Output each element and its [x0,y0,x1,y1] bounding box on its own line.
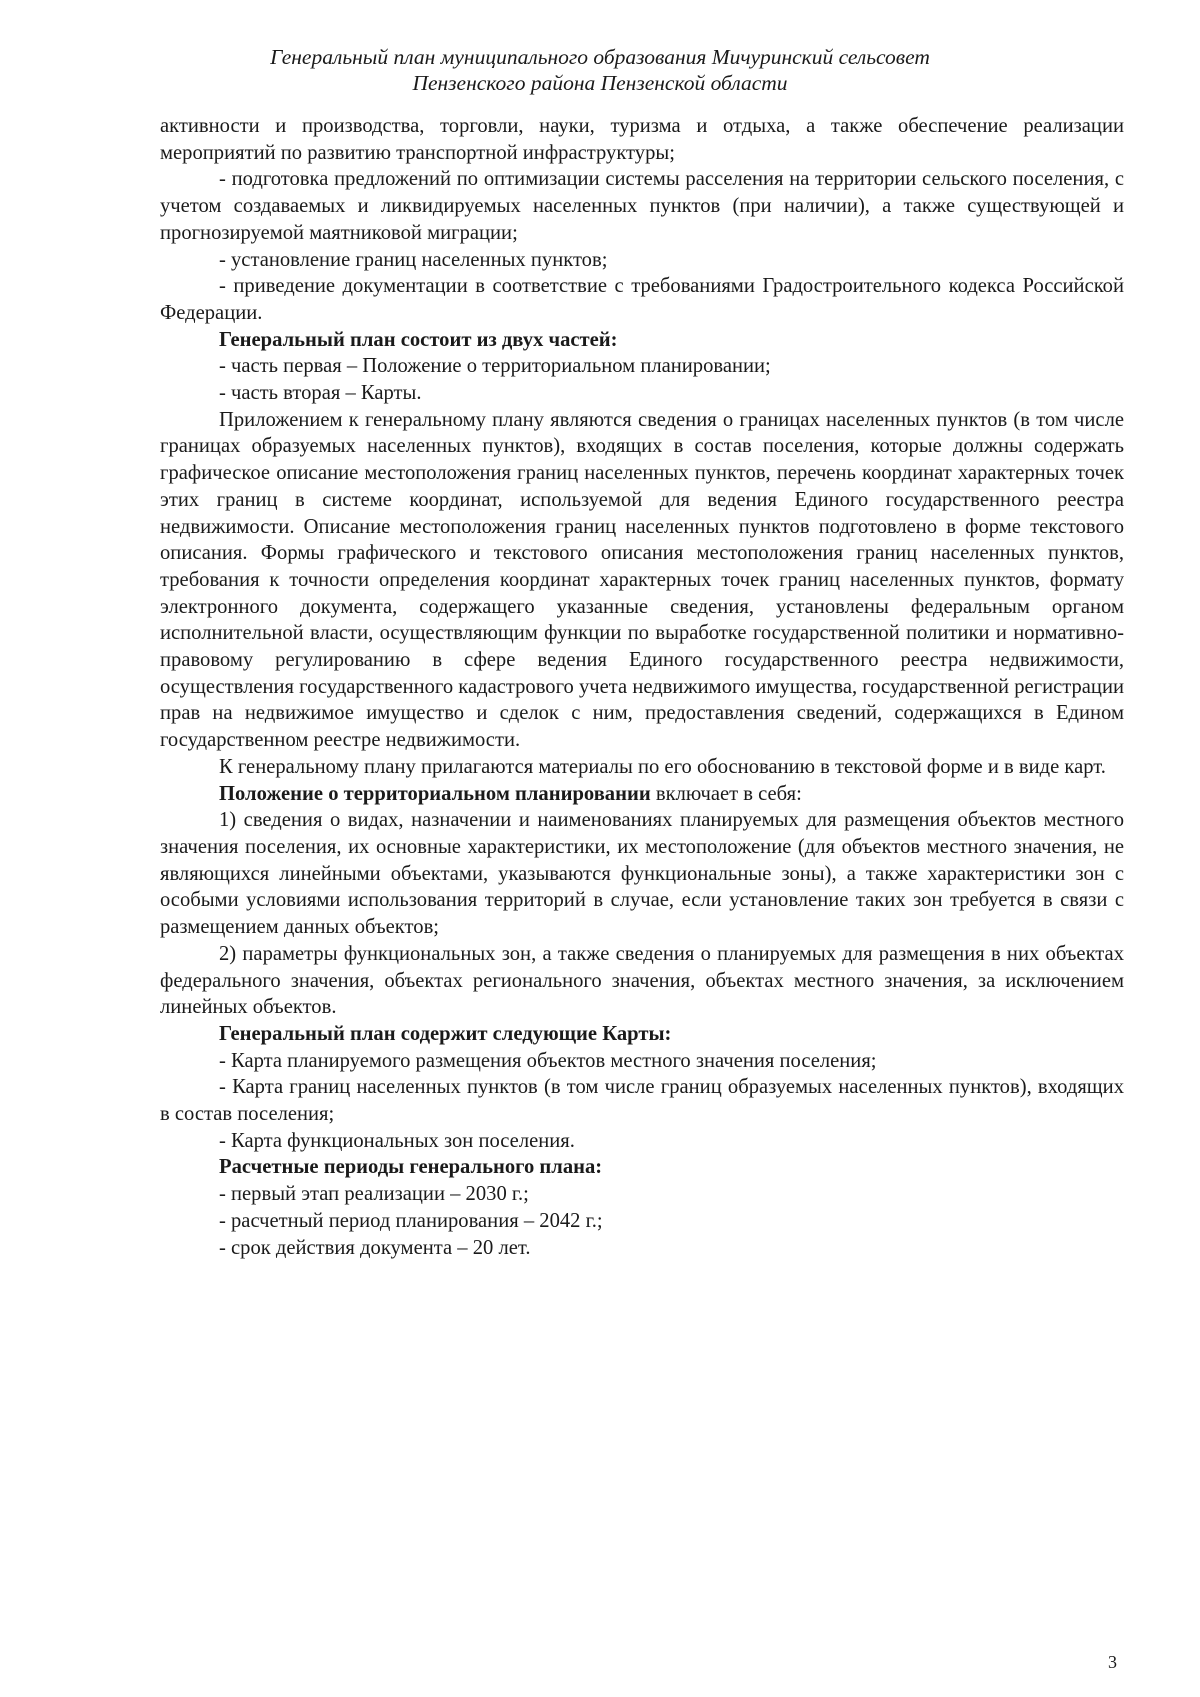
list-item: - Карта планируемого размещения объектов местного значения поселения; [219,1049,877,1072]
numbered-item: 1) сведения о видах, назначении и наименованиях планируемых для размещения объектов местного значения поселения, их основные характеристики, их местоположение (для объектов местного значения, не являющихся линейными объектами, указываются функциональные зоны), а также характеристики зон с особыми условиями использования территорий в случае, если установление таких зон требуется в связи с размещением данных объектов; [160,809,1124,939]
heading-bold-text: Положение о территориальном планировании [219,782,651,805]
list-item: - приведение документации в соответствие с требованиями Градостроительного кодекса Российской Федерации. [160,275,1124,324]
list-item: - подготовка предложений по оптимизации системы расселения на территории сельского поселения, с учетом создаваемых и ликвидируемых населенных пунктов (при наличии), а также существующей и прогнозируемой маятниковой миграции; [160,168,1124,244]
list-item: - установление границ населенных пунктов; [219,248,608,271]
numbered-item: 2) параметры функциональных зон, а также сведения о планируемых для размещения в них объектах федерального значения, объектах регионального значения, объектах местного значения, за исключением линейных объектов. [160,942,1124,1019]
list-item: - Карта функциональных зон поселения. [219,1129,575,1152]
header-line-1: Генеральный план муниципального образования Мичуринский сельсовет [270,45,930,69]
list-item: - расчетный период планирования – 2042 г.; [219,1209,603,1232]
list-item: - часть вторая – Карты. [219,382,422,405]
body-text [160,113,1124,1261]
section-heading [160,327,1124,354]
paragraph: активности и производства, торговли, науки, туризма и отдыха, а также обеспечение реализации мероприятий по развитию транспортной инфраструктуры; [160,115,1124,164]
heading-regular-text: включает в себя: [650,782,802,805]
heading-text: Генеральный план состоит из двух частей: [219,328,618,351]
section-heading [160,781,1124,808]
running-header [160,44,1040,96]
paragraph: Приложением к генеральному плану являются сведения о границах населенных пунктов (в том числе границах образуемых населенных пунктов), входящих в состав поселения, которые должны содержать графическое описание местоположения границ населенных пунктов, перечень координат характерных точек этих границ в системе координат, используемой для ведения Единого государственного реестра недвижимости. Описание местоположения границ населенных пунктов подготовлено в форме текстового описания. Формы графического и текстового описания местоположения границ населенных пунктов, требования к точности определения координат характерных точек границ населенных пунктов, формату электронного документа, содержащего указанные сведения, установлены федеральным органом исполнительной власти, осуществляющим функции по выработке государственной политики и нормативно-правовому регулированию в сфере ведения Единого государственного реестра недвижимости, осуществления государственного кадастрового учета недвижимого имущества, государственной регистрации прав на недвижимое имущество и сделок с ним, предоставления сведений, содержащихся в Едином государственном реестре недвижимости. [160,408,1124,752]
section-heading [160,1154,1124,1181]
heading-text: Генеральный план содержит следующие Карты: [219,1022,672,1045]
page-number: 3 [1108,1652,1117,1672]
list-item: - первый этап реализации – 2030 г.; [219,1183,529,1206]
paragraph: К генеральному плану прилагаются материалы по его обоснованию в текстовой форме и в виде карт. [219,755,1106,778]
heading-text: Расчетные периоды генерального плана: [219,1156,603,1179]
list-item: - часть первая – Положение о территориальном планировании; [219,355,771,378]
list-item: - срок действия документа – 20 лет. [219,1236,531,1259]
header-line-2: Пензенского района Пензенской области [412,71,788,95]
list-item: - Карта границ населенных пунктов (в том числе границ образуемых населенных пунктов), входящих в состав поселения; [160,1076,1124,1126]
section-heading [160,1021,1124,1048]
